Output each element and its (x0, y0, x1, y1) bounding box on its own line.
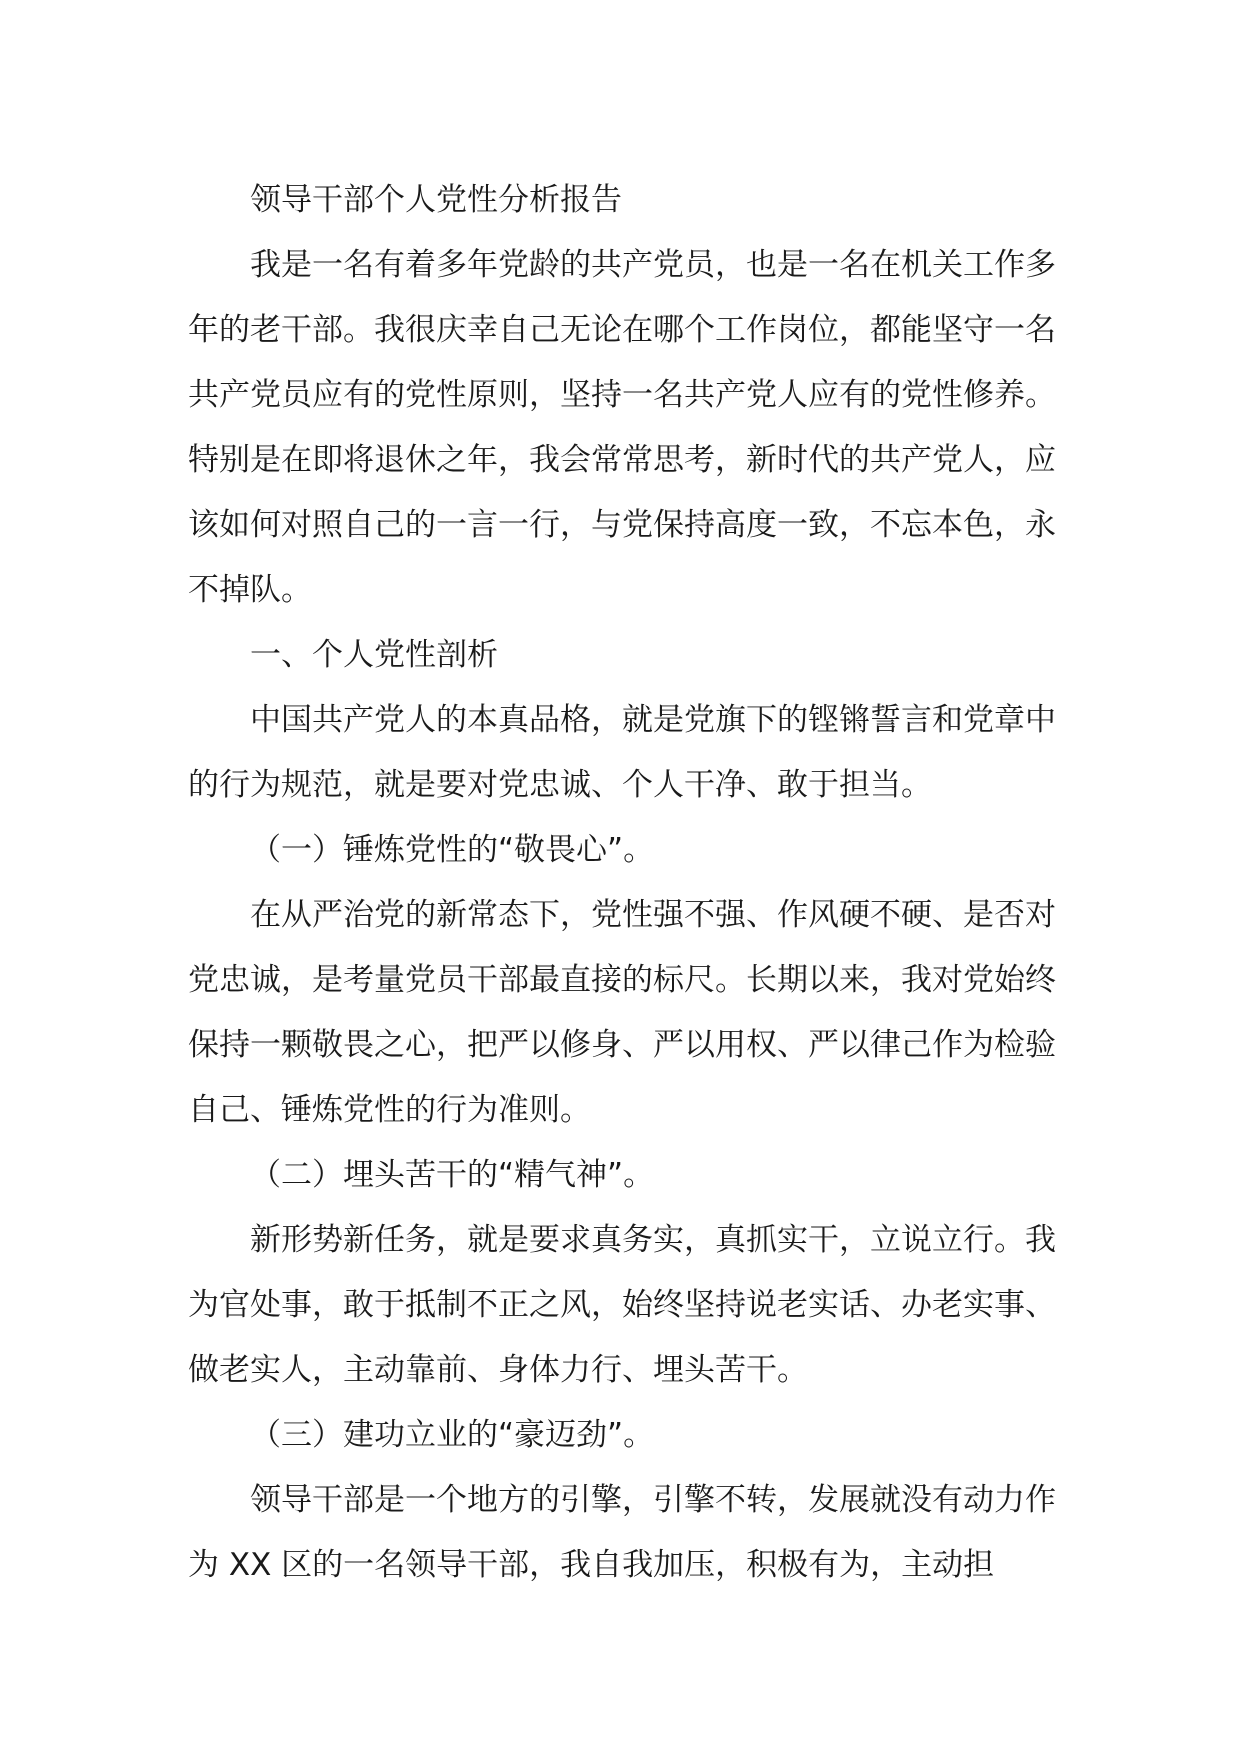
section-1-paragraph: 中国共产党人的本真品格，就是党旗下的铿锵誓言和党章中的行为规范，就是要对党忠诚、个人干净、敢于担当。 (188, 702, 1056, 803)
subsection-heading-2: （二）埋头苦干的“精气神”。 (250, 1157, 655, 1193)
section-heading-1: 一、个人党性剖析 (250, 637, 498, 673)
subsection-heading-3: （三）建功立业的“豪迈劲”。 (250, 1417, 655, 1453)
subsection-heading-1: （一）锤炼党性的“敬畏心”。 (250, 832, 655, 868)
subsection-1-paragraph: 在从严治党的新常态下，党性强不强、作风硬不硬、是否对党忠诚，是考量党员干部最直接的标尺。长期以来，我对党始终保持一颗敬畏之心，把严以修身、严以用权、严以律己作为检验自己、锤炼党性的行为准则。 (188, 897, 1056, 1128)
document-title: 领导干部个人党性分析报告 (250, 182, 622, 218)
document-body (188, 168, 1056, 1598)
intro-paragraph: 我是一名有着多年党龄的共产党员，也是一名在机关工作多年的老干部。我很庆幸自己无论在哪个工作岗位，都能坚守一名共产党员应有的党性原则，坚持一名共产党人应有的党性修养。特别是在即将退休之年，我会常常思考，新时代的共产党人，应该如何对照自己的一言一行，与党保持高度一致，不忘本色，永不掉队。 (188, 247, 1056, 608)
subsection-2-paragraph: 新形势新任务，就是要求真务实，真抓实干，立说立行。我为官处事，敢于抵制不正之风，始终坚持说老实话、办老实事、做老实人，主动靠前、身体力行、埋头苦干。 (188, 1222, 1056, 1388)
subsection-3-paragraph: 领导干部是一个地方的引擎，引擎不转，发展就没有动力作为 XX 区的一名领导干部，我自我加压，积极有为，主动担 (188, 1482, 1056, 1583)
